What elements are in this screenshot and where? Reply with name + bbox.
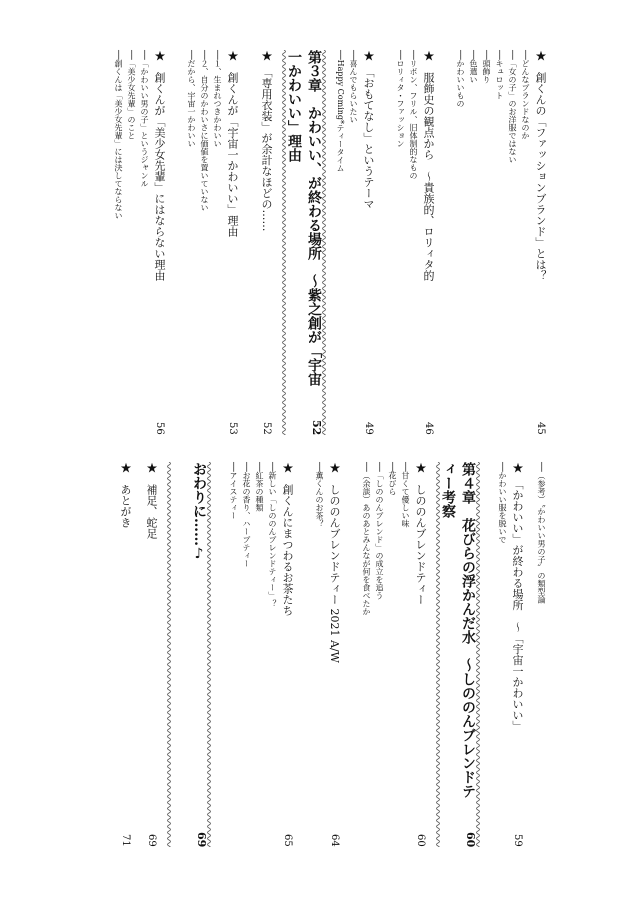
subsection-item — [313, 462, 326, 847]
section-entry — [412, 462, 428, 847]
section-entry — [326, 462, 342, 847]
entry-text: ★ 「おもてなし」というテーマ — [362, 50, 375, 210]
chapter-title: おわりに……♪ — [191, 462, 207, 562]
column-spacer — [548, 50, 558, 435]
subsection-item — [266, 462, 279, 847]
subsection-item — [138, 50, 151, 435]
entry-text: ★ あとがき — [119, 462, 132, 528]
entry-text: ★ 服飾史の観点から ～貴族的、ロリィタ的 — [422, 50, 435, 281]
subsection-item — [394, 50, 407, 435]
subsection-item — [373, 462, 386, 847]
section-entry — [151, 50, 167, 435]
subsection-item — [125, 50, 138, 435]
section-entry — [509, 462, 525, 847]
subsection-item — [211, 50, 224, 435]
section-entry — [143, 462, 159, 847]
entry-text: ──薫くんのお茶？ — [315, 462, 324, 528]
entry-text: ★ 「かわいい」が終わる場所 ～「宇宙一かわいい」 — [511, 462, 524, 732]
page-number: 52 — [310, 419, 323, 435]
toc-bottom-half — [78, 462, 558, 847]
column-spacer — [548, 462, 558, 847]
entry-text: ──「かわいい男の子」というジャンル — [140, 50, 149, 188]
section-entry — [279, 462, 295, 847]
entry-text: ──「しののんブレンド」の成立を追う — [375, 462, 384, 600]
column-spacer — [133, 462, 143, 847]
chapter-title: 第４章 花びらの浮かんだ水 ～しののんブレンドティー考察 — [440, 462, 476, 798]
subsection-item — [253, 462, 266, 847]
entry-text: ★ しののんブレンドティー — [414, 462, 427, 605]
wavy-border — [474, 462, 482, 847]
column-spacer — [342, 462, 360, 847]
column-spacer — [295, 462, 313, 847]
subsection-item — [493, 50, 506, 435]
section-entry — [420, 50, 436, 435]
entry-text: ──どんなブランドなのか — [521, 50, 530, 140]
entry-text: ★ 創くんが「美少女先輩」にはならない理由 — [153, 50, 166, 281]
page-number: 56 — [154, 422, 165, 435]
page-number: 64 — [329, 834, 340, 847]
entry-text: ──「女の子」のお洋服ではない — [508, 50, 517, 164]
entry-text: ──新しい「しののんブレンドティー」？ — [268, 462, 277, 608]
column-spacer — [525, 462, 535, 847]
entry-text: ──かわいい服を脱いで — [498, 462, 507, 544]
subsection-item — [407, 50, 420, 435]
subsection-item — [535, 462, 548, 847]
chapter-title: 第３章 かわいい、が終わる場所 ～紫之創が「宇宙一かわいい」理由 — [286, 50, 322, 386]
chapter-heading — [438, 462, 478, 847]
page-number: 65 — [282, 834, 293, 847]
toc-columns-bottom — [78, 462, 558, 847]
entry-text: ──（参考）〝かわいい男の子〟の類型論 — [537, 462, 546, 604]
entry-text: ──アイスティー — [229, 462, 238, 520]
section-entry — [224, 50, 240, 435]
column-spacer — [167, 50, 185, 435]
subsection-item — [496, 462, 509, 847]
section-entry — [360, 50, 376, 435]
page-number: 49 — [363, 422, 374, 435]
subsection-item — [347, 50, 360, 435]
section-entry — [258, 50, 274, 435]
section-entry — [532, 50, 548, 435]
subsection-item — [227, 462, 240, 847]
page-number: 71 — [120, 834, 131, 847]
wavy-border — [205, 462, 213, 847]
column-spacer — [159, 462, 169, 847]
column-spacer — [274, 50, 284, 435]
column-spacer — [428, 462, 438, 847]
entry-text: ★ 創くんが「宇宙一かわいい」理由 — [226, 50, 239, 237]
chapter-heading — [284, 50, 324, 435]
page-number: 52 — [261, 422, 272, 435]
subsection-item — [480, 50, 493, 435]
page-number: 59 — [512, 834, 523, 847]
entry-text: ──紅茶の種類 — [255, 462, 264, 512]
entry-text: ──「美少女先輩」のこと — [127, 50, 136, 140]
entry-text: ★ 「専用衣装」が余計なほどの…… — [260, 50, 273, 232]
entry-text: ★ 創くんの「ファッションブランド」とは？ — [534, 50, 547, 281]
column-spacer — [376, 50, 394, 435]
wavy-border — [320, 50, 328, 435]
subsection-item — [185, 50, 198, 435]
entry-text: ★ 補足、蛇足 — [145, 462, 158, 539]
entry-text: ──１、生まれつきかわいい — [213, 50, 222, 148]
column-spacer — [436, 50, 454, 435]
toc-top-half — [78, 50, 558, 435]
entry-text: ──リボン、フリル、旧体制的なもの — [409, 50, 418, 180]
subsection-item — [334, 50, 347, 435]
entry-text: ★ 創くんにまつわるお茶たち — [281, 462, 294, 616]
subsection-item — [240, 462, 253, 847]
page-number: 60 — [415, 834, 426, 847]
page-number: 69 — [146, 834, 157, 847]
page-number: 60 — [464, 831, 477, 847]
subsection-item — [112, 50, 125, 435]
entry-text: ──喜んでもらいたい — [349, 50, 358, 124]
entry-text: ──色遣い — [469, 50, 478, 84]
entry-text: ──お花の香り、ハーブティー — [242, 462, 251, 568]
page-number: 45 — [535, 422, 546, 435]
section-entry — [117, 462, 133, 847]
entry-text: ──（余談）あのあとみんなが何を食べたか — [362, 462, 371, 616]
entry-text: ★ しののんブレンドティー 2021 A/W — [328, 462, 341, 663]
entry-text: ──花びら — [388, 462, 397, 496]
entry-text: ──ロリィタ・ファッション — [396, 50, 405, 148]
subsection-item — [198, 50, 211, 435]
subsection-item — [360, 462, 373, 847]
subsection-item — [386, 462, 399, 847]
entry-text: ──２、自分のかわいさに価値を置いていない — [200, 50, 209, 212]
page-number: 46 — [423, 422, 434, 435]
subsection-item — [519, 50, 532, 435]
entry-text: ──甘くて優しい味 — [401, 462, 410, 528]
subsection-item — [454, 50, 467, 435]
entry-text: ──だから、宇宙一かわいい — [187, 50, 196, 148]
subsection-item — [506, 50, 519, 435]
subsection-item — [467, 50, 480, 435]
subsection-item — [399, 462, 412, 847]
page-number: 69 — [195, 831, 208, 847]
toc-columns-top — [78, 50, 558, 435]
entry-text: ──創くんは「美少女先輩」には決してならない — [114, 50, 123, 220]
entry-text: ──Happy Coming*ティータイム — [336, 50, 345, 173]
chapter-heading — [169, 462, 209, 847]
entry-text: ──キュロット — [495, 50, 504, 100]
column-spacer — [240, 50, 258, 435]
entry-text: ──頭飾り — [482, 50, 491, 84]
entry-text: ──かわいいもの — [456, 50, 465, 108]
page-number: 53 — [227, 422, 238, 435]
